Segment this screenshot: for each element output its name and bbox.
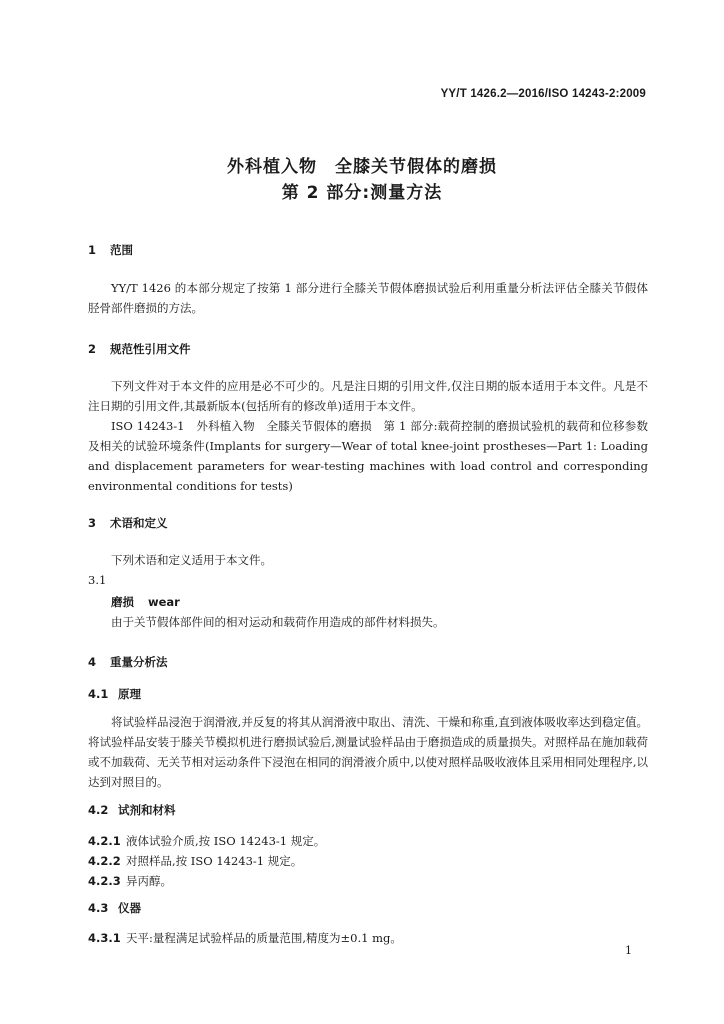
term-english: wear — [148, 595, 180, 609]
page-number: 1 — [625, 944, 632, 957]
section-number: 4 — [88, 655, 97, 669]
section-title: 术语和定义 — [110, 516, 168, 530]
item-text: 液体试验介质,按 ISO 14243-1 规定。 — [126, 834, 326, 848]
section-4-1-heading — [88, 686, 141, 702]
section-4-3-heading — [88, 900, 141, 916]
item-number: 4.2.2 — [88, 854, 121, 868]
section-title: 重量分析法 — [110, 655, 168, 669]
list-item — [88, 930, 402, 946]
section-title: 规范性引用文件 — [110, 342, 191, 356]
term-definition: 由于关节假体部件间的相对运动和载荷作用造成的部件材料损失。 — [111, 615, 445, 629]
item-text: 对照样品,按 ISO 14243-1 规定。 — [126, 854, 303, 868]
document-title-line1: 外科植入物 全膝关节假体的磨损 — [227, 157, 497, 177]
section-2-heading — [88, 341, 191, 357]
section-number: 4.2 — [88, 803, 109, 817]
item-text: 天平:量程满足试验样品的质量范围,精度为±0.1 mg。 — [126, 931, 402, 945]
item-number: 4.2.3 — [88, 874, 121, 888]
section-2-paragraph-1: 下列文件对于本文件的应用是必不可少的。凡是注日期的引用文件,仅注日期的版本适用于本文件。凡是不注日期的引用文件,其最新版本(包括所有的修改单)适用于本文件。 — [88, 379, 648, 413]
section-title: 范围 — [110, 243, 133, 257]
section-4-heading — [88, 654, 168, 670]
term-heading — [111, 594, 180, 610]
list-item — [88, 853, 302, 869]
section-4-1-paragraph: 将试验样品浸泡于润滑液,并反复的将其从润滑液中取出、清洗、干燥和称重,直到液体吸收率达到稳定值。将试验样品安装于膝关节模拟机进行磨损试验后,测量试验样品由于磨损造成的质量损失。对照样品在施加载荷或不加载荷、无关节相对运动条件下浸泡在相同的润滑液介质中,以使对照样品吸收液体且采用相同处理程序,以达到对照目的。 — [88, 715, 648, 789]
section-3-heading — [88, 515, 168, 531]
section-3-intro: 下列术语和定义适用于本文件。 — [111, 553, 272, 567]
term-number: 3.1 — [88, 573, 107, 587]
section-number: 2 — [88, 342, 97, 356]
item-text: 异丙醇。 — [126, 874, 172, 888]
section-number: 4.1 — [88, 687, 109, 701]
section-title: 试剂和材料 — [118, 803, 176, 817]
section-title: 原理 — [118, 687, 141, 701]
section-1-paragraph: YY/T 1426 的本部分规定了按第 1 部分进行全膝关节假体磨损试验后利用重量分析法评估全膝关节假体胫骨部件磨损的方法。 — [88, 281, 648, 315]
document-title-line2: 第 2 部分:测量方法 — [281, 183, 443, 203]
section-number: 3 — [88, 516, 97, 530]
list-item — [88, 833, 325, 849]
section-2-paragraph-2: ISO 14243-1 外科植入物 全膝关节假体的磨损 第 1 部分:载荷控制的磨损试验机的载荷和位移参数及相关的试验环境条件(Implants for surgery—Wear of total knee-joint prostheses—Part 1: Loading and displacement parameters for wear-testing machines with load control and corresponding environmental conditions for tests) — [88, 419, 648, 493]
standard-number-header: YY/T 1426.2—2016/ISO 14243-2:2009 — [440, 88, 646, 100]
item-number: 4.3.1 — [88, 931, 121, 945]
section-1-heading — [88, 242, 133, 258]
section-title: 仪器 — [118, 901, 141, 915]
section-number: 4.3 — [88, 901, 109, 915]
item-number: 4.2.1 — [88, 834, 121, 848]
section-number: 1 — [88, 243, 97, 257]
term-chinese: 磨损 — [111, 595, 134, 609]
section-4-2-heading — [88, 802, 176, 818]
list-item — [88, 873, 172, 889]
